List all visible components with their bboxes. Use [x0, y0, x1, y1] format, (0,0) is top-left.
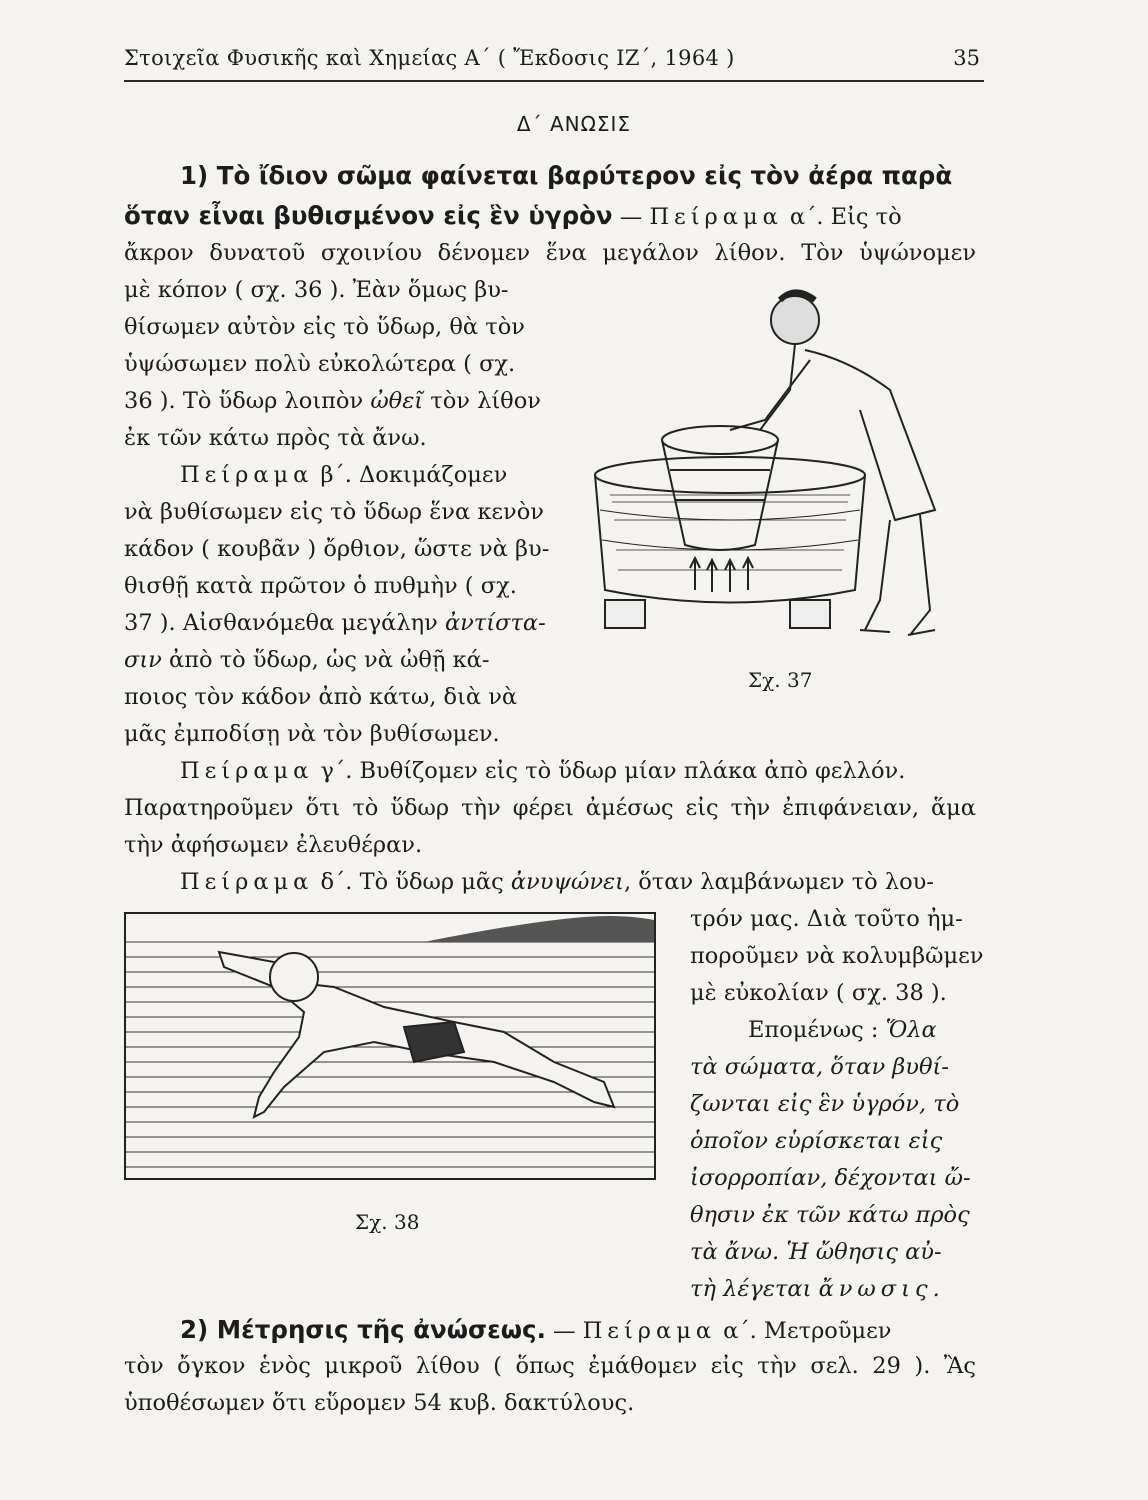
conclusion-line: ὁποῖον εὑρίσκεται εἰς: [690, 1128, 943, 1154]
conclusion-line: ἰσορροπίαν, δέχονται ὤ-: [690, 1165, 971, 1191]
para-4-line: τρόν μας. Διὰ τοῦτο ἠμ-: [690, 906, 963, 932]
conclusion-line: θησιν ἐκ τῶν κάτω πρὸς: [690, 1202, 970, 1228]
text: δ΄. Τὸ ὕδωρ μᾶς: [313, 869, 511, 895]
experiment-label: Πείραμα: [582, 1318, 717, 1344]
figure-38: [124, 912, 656, 1182]
figure-38-caption: Σχ. 38: [355, 1210, 420, 1234]
section-title: Δ΄ ΑΝΩΣΙΣ: [516, 112, 632, 136]
para-4-line: [180, 871, 934, 894]
page-number: 35: [953, 46, 980, 70]
para-2-line: [124, 612, 546, 635]
conclusion-line: τὰ ἄνω. Ἡ ὤθησις αὐ-: [690, 1239, 942, 1265]
experiment-label: Πείραμα: [180, 758, 314, 784]
header-rule: [124, 80, 984, 82]
para-2-line: κάδον ( κουβᾶν ) ὄρθιον, ὥστε νὰ βυ-: [124, 536, 550, 562]
para-1-line: ὑψώσωμεν πολὺ εὐκολώτερα ( σχ.: [124, 351, 516, 377]
para-3-line: [180, 760, 905, 783]
text: 37 ). Αἰσθανόμεθα μεγάλην: [124, 610, 438, 636]
heading-2-line: [180, 1315, 892, 1344]
emphasis: ἀνυψώνει: [510, 869, 624, 895]
para-2-line: μᾶς ἐμποδίσῃ νὰ τὸν βυθίσωμεν.: [124, 721, 500, 747]
para-1-line: [124, 390, 541, 413]
conclusion-line: ζωνται εἰς ἓν ὑγρόν, τὸ: [690, 1091, 960, 1117]
text: β΄. Δοκιμάζομεν: [313, 462, 508, 488]
para-4-line: ποροῦμεν νὰ κολυμβῶμεν: [690, 943, 984, 969]
conclusion-line: [748, 1019, 937, 1042]
heading-2-bold-part: 2) Μέτρησις τῆς ἀνώσεως.: [180, 1315, 546, 1344]
text: γ΄. Βυθίζομεν εἰς τὸ ὕδωρ μίαν πλάκα ἀπὸ φελλόν.: [313, 758, 906, 784]
text: 36 ). Τὸ ὕδωρ λοιπὸν: [124, 388, 364, 414]
conclusion-line: [690, 1278, 940, 1301]
text: ἀπὸ τὸ ὕδωρ, ὡς νὰ ὠθῇ κά-: [169, 647, 490, 673]
figure-37: [590, 280, 970, 660]
emphasis: σιν: [124, 647, 162, 673]
emphasis: Ὅλα: [885, 1017, 937, 1043]
text: α΄. Μετροῦμεν: [716, 1318, 892, 1344]
heading-1-bold-part: ὅταν εἶναι βυθισμένον εἰς ἓν ὑγρὸν: [124, 201, 613, 230]
para-2-line: ποιος τὸν κάδον ἀπὸ κάτω, διὰ νὰ: [124, 684, 518, 710]
experiment-label: Πείραμα: [180, 462, 314, 488]
para-2-line: [124, 649, 489, 672]
swimmer-in-water-illustration: [124, 912, 656, 1182]
para-2-line: θισθῇ κατὰ πρῶτον ὁ πυθμὴν ( σχ.: [124, 573, 517, 599]
para-5-line: ὑποθέσωμεν ὅτι εὕρομεν 54 κυβ. δακτύλους.: [124, 1390, 635, 1416]
para-1-line: θίσωμεν αὐτὸν εἰς τὸ ὕδωρ, θὰ τὸν: [124, 314, 525, 340]
heading-1-tail: α΄. Εἰς τὸ: [782, 204, 902, 230]
dash: —: [612, 204, 650, 230]
heading-1-line-2: [124, 201, 902, 230]
para-3-line: Παρατηροῦμεν ὅτι τὸ ὕδωρ τὴν φέρει ἀμέσως εἰς τὴν ἐπιφάνειαν, ἅμα: [124, 795, 976, 821]
para-2-line: [180, 464, 507, 487]
emphasis: ἀντίστα-: [444, 610, 546, 636]
text: .: [932, 1276, 940, 1302]
emphasis: ὠθεῖ: [370, 388, 424, 414]
conclusion-line: τὰ σώματα, ὅταν βυθί-: [690, 1054, 949, 1080]
text: τὴ λέγεται: [690, 1276, 812, 1302]
dash: —: [553, 1318, 583, 1344]
experiment-label: Πείραμα: [649, 204, 783, 230]
para-5-line: τὸν ὄγκον ἑνὸς μικροῦ λίθου ( ὅπως ἐμάθομεν εἰς τὴν σελ. 29 ). Ἂς: [124, 1353, 976, 1379]
key-term: ἄνωσις: [818, 1276, 933, 1302]
para-2-line: νὰ βυθίσωμεν εἰς τὸ ὕδωρ ἕνα κενὸν: [124, 499, 544, 525]
heading-1-line-1: 1) Τὸ ἴδιον σῶμα φαίνεται βαρύτερον εἰς τὸν ἀέρα παρὰ: [180, 161, 953, 190]
figure-37-caption: Σχ. 37: [748, 668, 813, 692]
para-1-line: μὲ κόπον ( σχ. 36 ). Ἐὰν ὅμως βυ-: [124, 277, 509, 303]
boy-pushing-bucket-into-water-illustration: [590, 280, 970, 660]
text: τὸν λίθον: [430, 388, 541, 414]
para-4-line: μὲ εὐκολίαν ( σχ. 38 ).: [690, 980, 947, 1006]
text: , ὅταν λαμβάνωμεν τὸ λου-: [623, 869, 934, 895]
running-header-title: Στοιχεῖα Φυσικῆς καὶ Χημείας Α΄ ( Ἔκδοσις ΙΖ΄, 1964 ): [124, 46, 735, 70]
para-3-line: τὴν ἀφήσωμεν ἐλευθέραν.: [124, 832, 423, 858]
para-1-line: ἐκ τῶν κάτω πρὸς τὰ ἄνω.: [124, 425, 427, 451]
experiment-label: Πείραμα: [180, 869, 314, 895]
text: Επομένως :: [748, 1017, 879, 1043]
para-1-line: ἄκρον δυνατοῦ σχοινίου δένομεν ἕνα μεγάλον λίθον. Τὸν ὑψώνομεν: [124, 240, 976, 266]
